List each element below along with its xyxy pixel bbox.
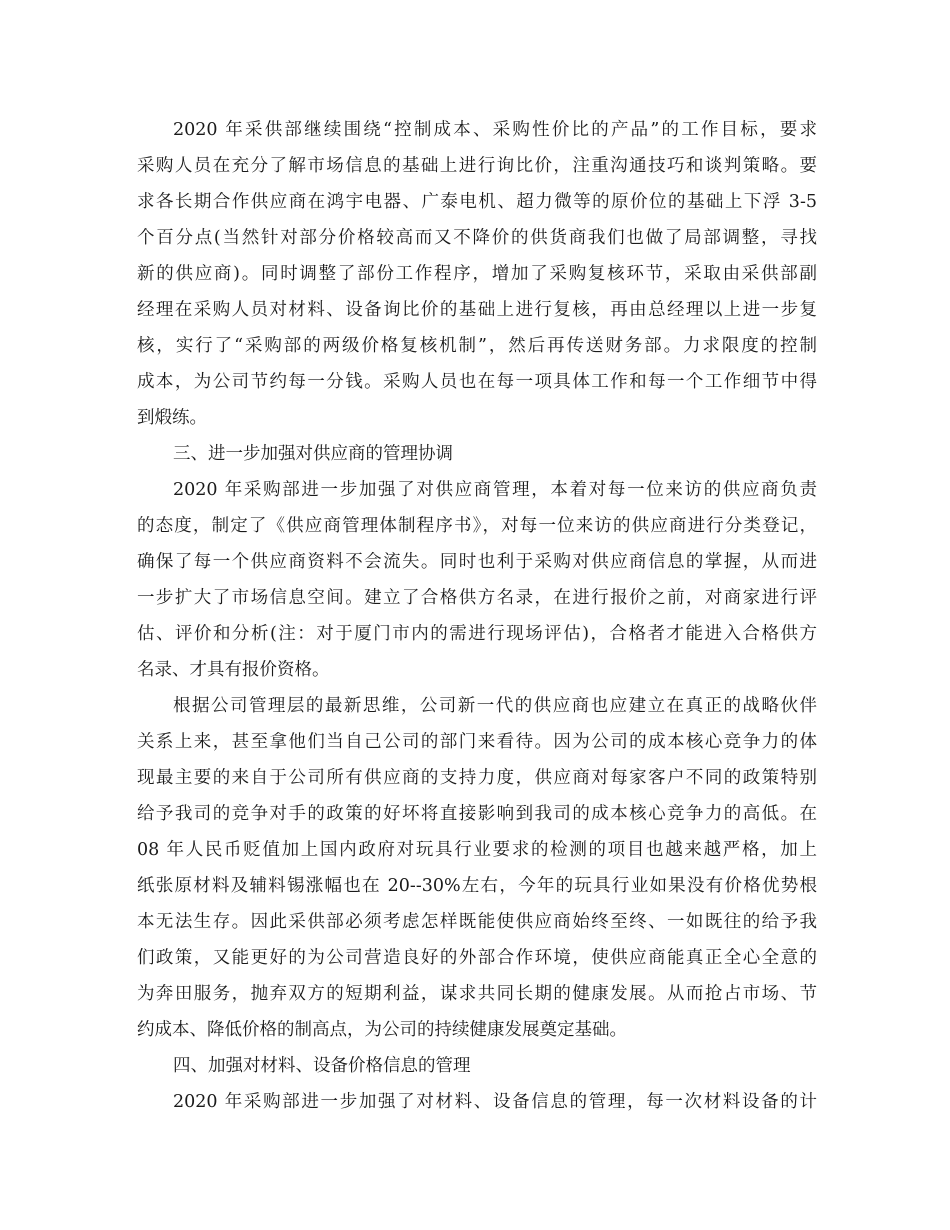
paragraph-line: 经理在采购人员对材料、设备询比价的基础上进行复核，再由总经理以上进一步复	[137, 300, 817, 320]
paragraph-line: 个百分点(当然针对部分价格较高而又不降价的供货商我们也做了局部调整，寻找	[137, 228, 817, 248]
paragraph-line: 本无法生存。因此采供部必须考虑怎样既能使供应商始终至终、一如既往的给予我	[137, 912, 817, 932]
section-heading: 四、加强对材料、设备价格信息的管理	[173, 1056, 471, 1076]
paragraph-line: 为奔田服务，抛弃双方的短期利益，谋求共同长期的健康发展。从而抢占市场、节	[137, 984, 817, 1004]
paragraph-line: 给予我司的竞争对手的政策的好坏将直接影响到我司的成本核心竞争力的高低。在	[137, 804, 817, 824]
paragraph-line: 2020 年采购部进一步加强了对供应商管理，本着对每一位来访的供应商负责	[173, 480, 817, 500]
paragraph-line: 约成本、降低价格的制高点，为公司的持续健康发展奠定基础。	[137, 1020, 627, 1040]
paragraph-line: 一步扩大了市场信息空间。建立了合格供方名录，在进行报价之前，对商家进行评	[137, 588, 817, 608]
paragraph-line: 们政策，又能更好的为公司营造良好的外部合作环境，使供应商能真正全心全意的	[137, 948, 817, 968]
paragraph-line: 的态度，制定了《供应商管理体制程序书》，对每一位来访的供应商进行分类登记，	[137, 516, 817, 536]
section-heading: 三、进一步加强对供应商的管理协调	[173, 444, 453, 464]
paragraph-line: 成本，为公司节约每一分钱。采购人员也在每一项具体工作和每一个工作细节中得	[137, 372, 817, 392]
paragraph-line: 求各长期合作供应商在鸿宇电器、广泰电机、超力微等的原价位的基础上下浮 3-5	[137, 192, 817, 212]
document-body	[137, 112, 817, 1120]
paragraph-line: 核，实行了“采购部的两级价格复核机制”，然后再传送财务部。力求限度的控制	[137, 336, 817, 356]
paragraph-line: 确保了每一个供应商资料不会流失。同时也利于采购对供应商信息的掌握，从而进	[137, 552, 817, 572]
paragraph-line: 到煅练。	[137, 408, 207, 428]
paragraph-line: 采购人员在充分了解市场信息的基础上进行询比价，注重沟通技巧和谈判策略。要	[137, 156, 817, 176]
paragraph-line: 现最主要的来自于公司所有供应商的支持力度，供应商对每家客户不同的政策特别	[137, 768, 817, 788]
paragraph-line: 关系上来，甚至拿他们当自己公司的部门来看待。因为公司的成本核心竞争力的体	[137, 732, 817, 752]
paragraph-line: 名录、才具有报价资格。	[137, 660, 330, 680]
paragraph-line: 2020 年采购部进一步加强了对材料、设备信息的管理，每一次材料设备的计	[173, 1092, 817, 1112]
paragraph-line: 估、评价和分析(注：对于厦门市内的需进行现场评估)，合格者才能进入合格供方	[137, 624, 817, 644]
paragraph-line: 新的供应商)。同时调整了部份工作程序，增加了采购复核环节，采取由采供部副	[137, 264, 817, 284]
paragraph-line: 纸张原材料及辅料锡涨幅也在 20--30%左右，今年的玩具行业如果没有价格优势根	[137, 876, 817, 896]
paragraph-line: 08 年人民币贬值加上国内政府对玩具行业要求的检测的项目也越来越严格，加上	[137, 840, 817, 860]
paragraph-line: 2020 年采供部继续围绕“控制成本、采购性价比的产品”的工作目标，要求	[173, 120, 817, 140]
paragraph-line: 根据公司管理层的最新思维，公司新一代的供应商也应建立在真正的战略伙伴	[173, 696, 817, 716]
